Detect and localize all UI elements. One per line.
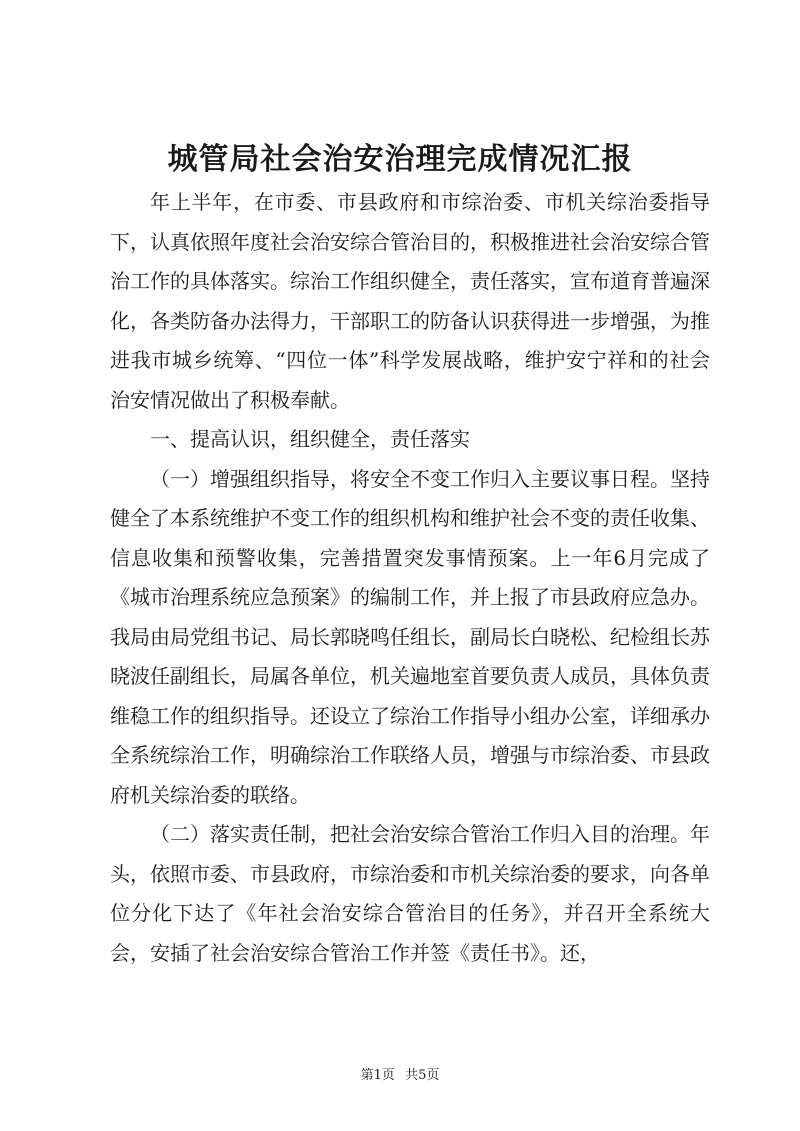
page-footer [0,1067,800,1085]
page-number: 第1页 [360,1068,395,1083]
document-title: 城管局社会治安治理完成情况汇报 [167,142,633,177]
document-body [110,183,710,973]
paragraph-organization: （一）增强组织指导，将安全不变工作归入主要议事日程。坚持健全了本系统维护不变工作的组织机构和维护社会不变的责任收集、信息收集和预警收集，完善措置突发事情预案。上一年6月完成了《城市治理系统应急预案》的编制工作，并上报了市县政府应急办。我局由局党组书记、局长郭晓鸣任组长，副局长白晓松、纪检组长苏晓波任副组长，局属各单位，机关遍地室首要负责人成员，具体负责维稳工作的组织指导。还设立了综治工作指导小组办公室，详细承办全系统综治工作，明确综治工作联络人员，增强与市综治委、市县政府机关综治委的联络。 [110,466,710,807]
page-total: 共5页 [405,1068,440,1083]
paragraph-intro: 年上半年，在市委、市县政府和市综治委、市机关综治委指导下，认真依照年度社会治安综合管治目的，积极推进社会治安综合管治工作的具体落实。综治工作组织健全，责任落实，宣布道育普遍深化，各类防备办法得力，干部职工的防备认识获得进一步增强，为推进我市城乡统筹、“四位一体”科学发展战略，维护安宁祥和的社会治安情况做出了积极奉献。 [110,190,710,412]
paragraph-responsibility: （二）落实责任制，把社会治安综合管治工作归入目的治理。年头，依照市委、市县政府，市综治委和市机关综治委的要求，向各单位分化下达了《年社会治安综合管治目的任务》，并召开全系统大会，安插了社会治安综合管治工作并签《责任书》。还， [110,822,710,965]
section-heading-1: 一、提高认识，组织健全，责任落实 [150,427,470,451]
